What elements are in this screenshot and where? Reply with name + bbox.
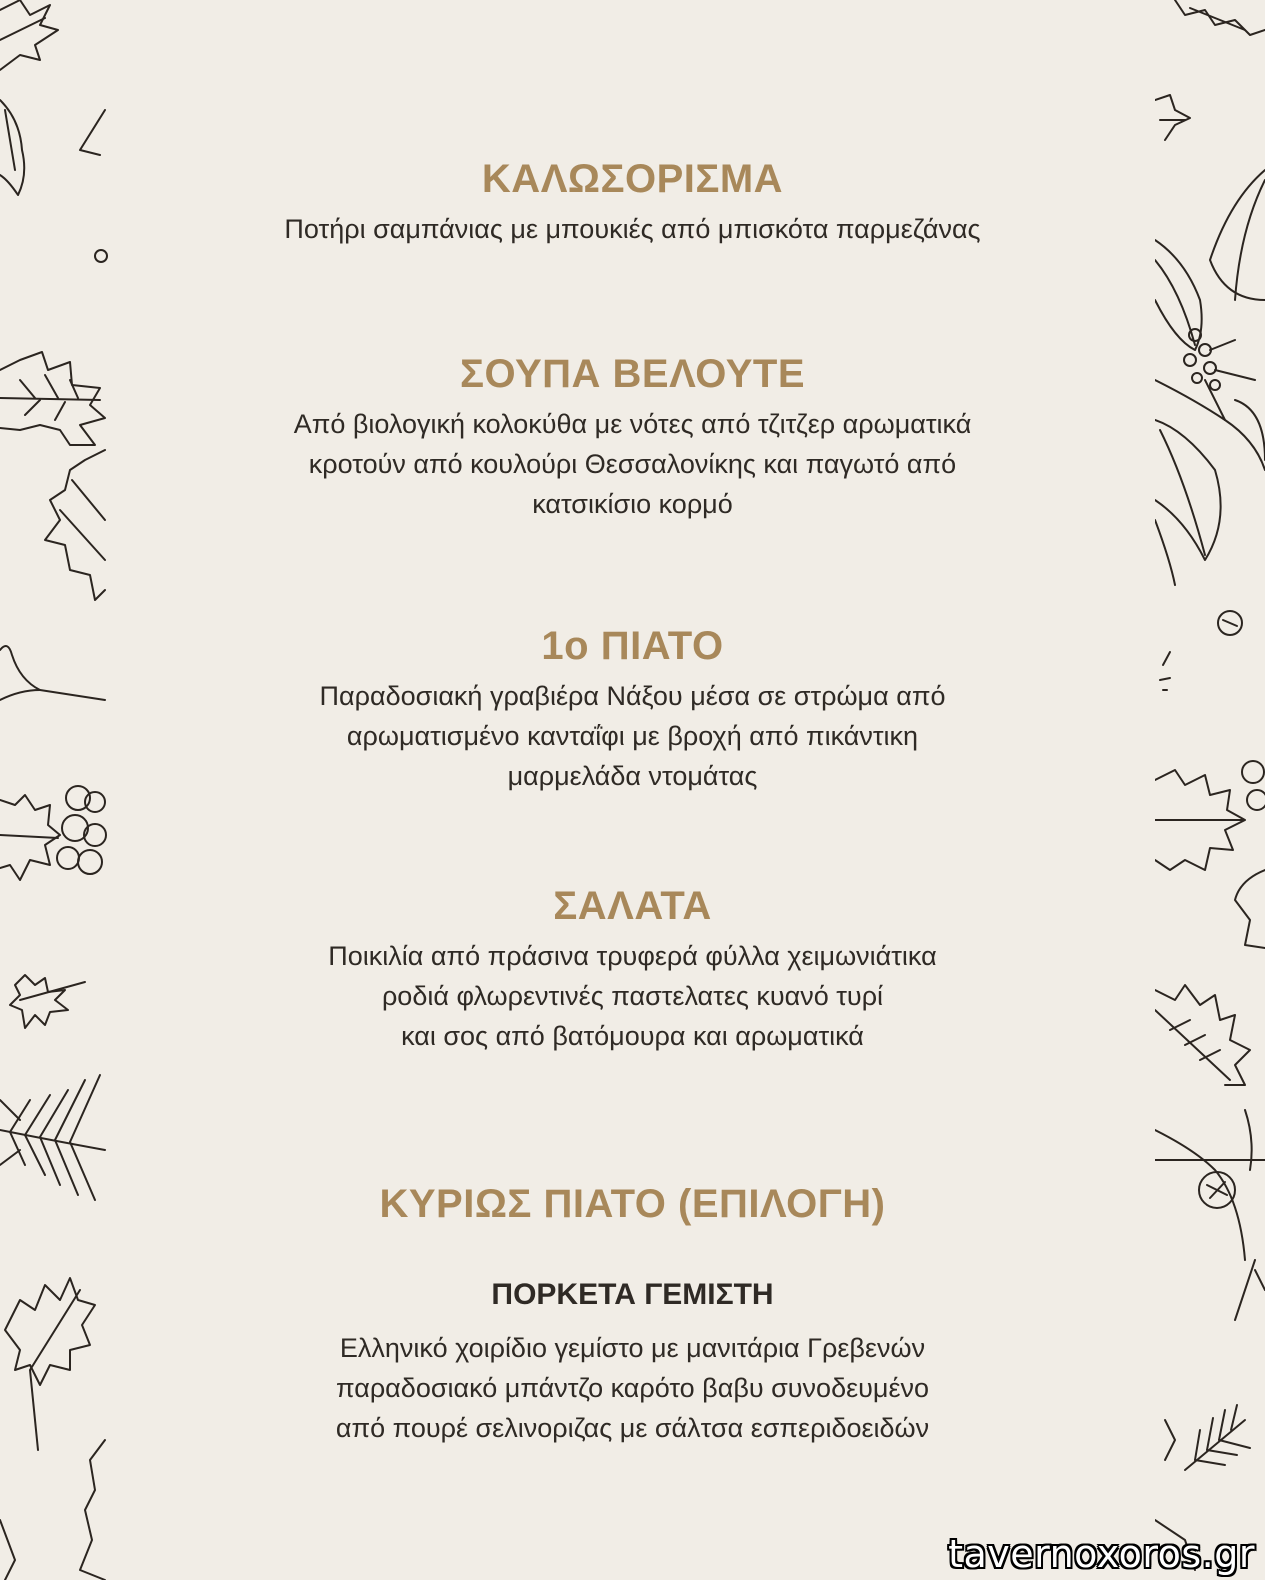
menu-content <box>160 0 1105 1580</box>
section-description <box>160 1328 1105 1448</box>
description-line: Παραδοσιακή γραβιέρα Νάξου μέσα σε στρώμα από <box>319 681 946 711</box>
description-line: ροδιά φλωρεντινές παστελατες κυανό τυρί <box>381 981 884 1011</box>
right-floral-border <box>1155 0 1265 1580</box>
menu-section-welcome <box>160 155 1105 249</box>
section-title: ΚΑΛΩΣΟΡΙΣΜΑ <box>481 157 784 201</box>
section-description <box>160 404 1105 524</box>
description-line: παραδοσιακό μπάντζο καρότο βαβυ συνοδευμένο <box>335 1373 930 1403</box>
section-title: ΣΟΥΠΑ ΒΕΛΟΥΤΕ <box>459 352 806 396</box>
description-line: κατσικίσιο κορμό <box>532 489 733 519</box>
description-line: μαρμελάδα ντομάτας <box>507 761 758 791</box>
poinsettia-holly-icon <box>1155 0 1265 1580</box>
holly-leaves-icon <box>0 0 108 1580</box>
section-description <box>160 936 1105 1056</box>
section-title: 1ο ΠΙΑΤΟ <box>541 624 724 668</box>
left-floral-border <box>0 0 108 1580</box>
description-line: Ελληνικό χοιρίδιο γεμίστο με μανιτάρια Γρεβενών <box>339 1333 926 1363</box>
menu-section-soup <box>160 350 1105 524</box>
section-description <box>160 676 1105 796</box>
description-line: αρωματισμένο κανταΐφι με βροχή από πικάντικη <box>346 721 919 751</box>
menu-section-main-course <box>160 1180 1105 1448</box>
description-line: από πουρέ σελινοριζας με σάλτσα εσπεριδοειδών <box>335 1413 930 1443</box>
description-line: Από βιολογική κολοκύθα με νότες από τζιτζερ αρωματικά <box>293 409 972 439</box>
section-title: ΚΥΡΙΩΣ ΠΙΑΤΟ (ΕΠΙΛΟΓΗ) <box>379 1182 886 1226</box>
description-line: κροτούν από κουλούρι Θεσσαλονίκης και παγωτό από <box>308 449 957 479</box>
menu-section-salad <box>160 882 1105 1056</box>
section-description <box>160 209 1105 249</box>
section-title: ΣΑΛΑΤΑ <box>553 884 712 928</box>
dish-name: ΠΟΡΚΕΤΑ ΓΕΜΙΣΤΗ <box>491 1278 774 1311</box>
site-watermark: tavernoxoros.gr <box>948 1532 1255 1576</box>
menu-section-first-course <box>160 622 1105 796</box>
description-line: και σος από βατόμουρα και αρωματικά <box>401 1021 864 1051</box>
description-line: Ποικιλία από πράσινα τρυφερά φύλλα χειμωνιάτικα <box>328 941 937 971</box>
description-line: Ποτήρι σαμπάνιας με μπουκιές από μπισκότα παρμεζάνας <box>284 214 981 244</box>
